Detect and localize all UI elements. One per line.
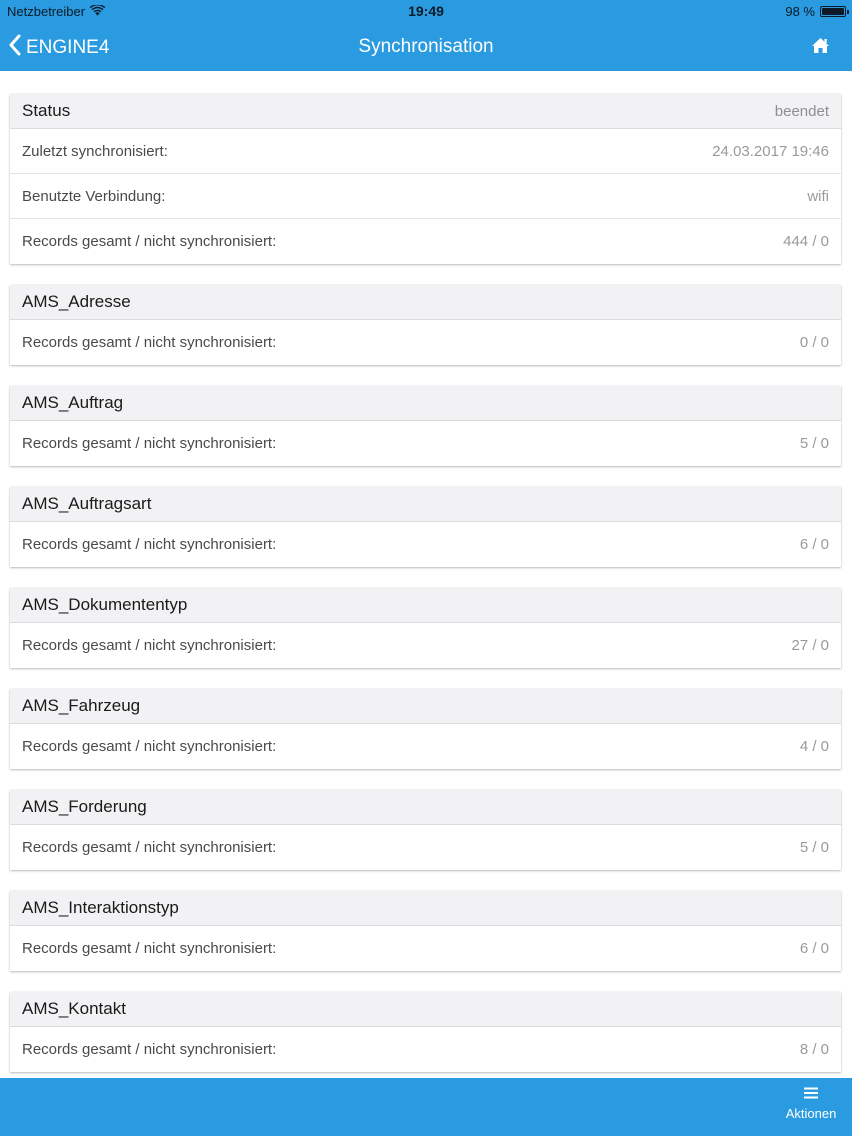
table-name: AMS_Fahrzeug <box>22 696 141 715</box>
table-records-row <box>10 320 841 365</box>
table-records-value: 6 / 0 <box>799 536 829 553</box>
table-card-header <box>10 790 841 825</box>
battery-icon <box>820 6 846 17</box>
table-card-interaktionstyp <box>10 891 841 971</box>
last-sync-row <box>10 129 841 174</box>
status-state: beendet <box>774 102 829 120</box>
table-card-header <box>10 285 841 320</box>
table-records-value: 4 / 0 <box>799 738 829 755</box>
table-records-value: 5 / 0 <box>799 435 829 452</box>
actions-label: Aktionen <box>785 1106 837 1121</box>
actions-button[interactable] <box>782 1086 840 1121</box>
table-records-row <box>10 522 841 567</box>
records-total-label: Records gesamt / nicht synchronisiert: <box>22 233 277 250</box>
sync-content <box>0 71 852 1078</box>
table-name: AMS_Auftrag <box>22 393 124 412</box>
table-card-adresse <box>10 285 841 365</box>
battery-info <box>785 4 846 19</box>
records-total-value: 444 / 0 <box>783 233 829 250</box>
table-records-label: Records gesamt / nicht synchronisiert: <box>22 1041 277 1058</box>
clock: 19:49 <box>408 3 444 19</box>
table-records-row <box>10 623 841 668</box>
top-bar <box>0 0 852 71</box>
carrier-name: Netzbetreiber <box>7 4 86 19</box>
connection-value: wifi <box>807 187 829 205</box>
table-card-fahrzeug <box>10 689 841 769</box>
table-records-value: 5 / 0 <box>799 839 829 856</box>
table-name: AMS_Kontakt <box>22 999 126 1018</box>
table-records-label: Records gesamt / nicht synchronisiert: <box>22 435 277 452</box>
last-sync-label: Zuletzt synchronisiert: <box>22 142 168 160</box>
table-records-value: 27 / 0 <box>791 637 829 654</box>
menu-icon <box>804 1086 818 1103</box>
table-card-header <box>10 588 841 623</box>
table-records-label: Records gesamt / nicht synchronisiert: <box>22 334 277 351</box>
table-records-label: Records gesamt / nicht synchronisiert: <box>22 940 277 957</box>
table-card-header <box>10 487 841 522</box>
table-card-header <box>10 386 841 421</box>
back-button-label: ENGINE4 <box>26 37 110 58</box>
status-card-header <box>10 94 841 129</box>
table-name: AMS_Forderung <box>22 797 147 816</box>
records-total-row <box>10 219 841 264</box>
connection-row <box>10 174 841 219</box>
connection-label: Benutzte Verbindung: <box>22 187 166 205</box>
status-card <box>10 94 841 264</box>
table-card-auftragsart <box>10 487 841 567</box>
table-records-row <box>10 926 841 971</box>
table-records-label: Records gesamt / nicht synchronisiert: <box>22 536 277 553</box>
status-bar <box>0 0 852 24</box>
page-title: Synchronisation <box>358 36 494 57</box>
battery-percent: 98 % <box>785 4 815 19</box>
table-card-forderung <box>10 790 841 870</box>
home-icon <box>811 41 830 58</box>
table-records-value: 0 / 0 <box>799 334 829 351</box>
table-records-row <box>10 724 841 769</box>
table-records-row <box>10 825 841 870</box>
table-name: AMS_Adresse <box>22 292 131 311</box>
table-card-header <box>10 891 841 926</box>
table-card-header <box>10 992 841 1027</box>
battery-fill <box>822 8 844 15</box>
table-records-label: Records gesamt / nicht synchronisiert: <box>22 839 277 856</box>
last-sync-value: 24.03.2017 19:46 <box>712 142 829 160</box>
table-card-header <box>10 689 841 724</box>
table-name: AMS_Interaktionstyp <box>22 898 179 917</box>
table-records-label: Records gesamt / nicht synchronisiert: <box>22 738 277 755</box>
bottom-toolbar <box>0 1078 852 1136</box>
table-records-label: Records gesamt / nicht synchronisiert: <box>22 637 277 654</box>
table-name: AMS_Dokumententyp <box>22 595 188 614</box>
table-records-value: 8 / 0 <box>799 1041 829 1058</box>
nav-bar <box>0 24 852 71</box>
table-records-value: 6 / 0 <box>799 940 829 957</box>
status-title: Status <box>22 101 71 120</box>
table-card-auftrag <box>10 386 841 466</box>
home-button[interactable] <box>811 37 830 59</box>
table-card-dokumententyp <box>10 588 841 668</box>
table-records-row <box>10 1027 841 1072</box>
table-card-kontakt <box>10 992 841 1072</box>
table-records-row <box>10 421 841 466</box>
table-name: AMS_Auftragsart <box>22 494 152 513</box>
